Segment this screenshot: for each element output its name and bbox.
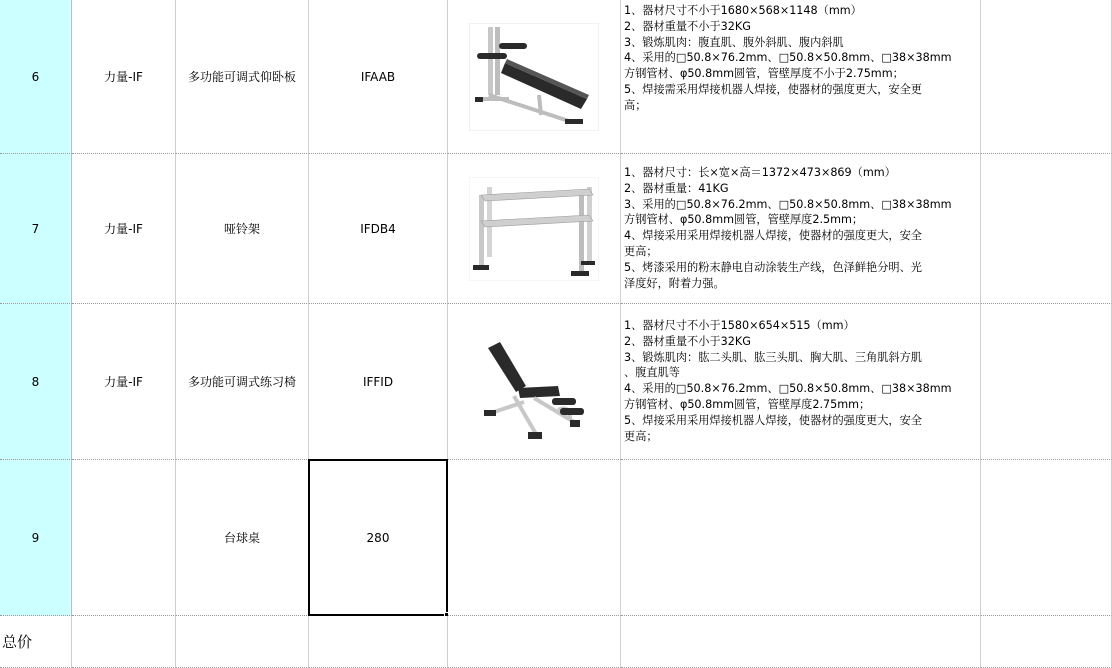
cell-name[interactable]	[176, 154, 309, 304]
row-number: 8	[31, 374, 40, 389]
cell-image[interactable]	[448, 0, 621, 154]
name-text: 多功能可调式仰卧板	[187, 70, 296, 84]
cell-extra[interactable]	[981, 154, 1112, 304]
row-header-8[interactable]	[0, 304, 72, 460]
cell-image[interactable]	[448, 460, 621, 616]
category-text: 力量-IF	[104, 70, 143, 84]
model-text: IFAAB	[360, 69, 396, 84]
row-header-9[interactable]	[0, 460, 72, 616]
row-header-7[interactable]	[0, 154, 72, 304]
row-number: 9	[31, 530, 40, 545]
cell-blank[interactable]	[981, 616, 1112, 668]
cell-model[interactable]	[309, 154, 448, 304]
description-text: 1、器材尺寸不小于1680×568×1148（mm） 2、器材重量不小于32KG 3、锻炼肌肉：腹直肌、腹外斜肌、腹内斜肌 4、采用的□50.8×76.2mm、□50.8×50.8mm、□38×38mm 方钢管材、φ50.8mm圆管，管壁厚度不小于2.75mm； 5、焊接需采用焊接机器人焊接，使器材的强度更大，安全更 高；	[624, 4, 952, 112]
model-text: IFDB4	[360, 221, 396, 236]
cell-category[interactable]	[72, 154, 176, 304]
cell-name[interactable]	[176, 460, 309, 616]
cell-model[interactable]	[309, 0, 448, 154]
model-text: IFFID	[362, 374, 394, 389]
row-number: 7	[31, 221, 40, 236]
cell-blank[interactable]	[72, 616, 176, 668]
cell-model-selected[interactable]	[308, 459, 448, 616]
cell-description[interactable]	[621, 154, 981, 304]
total-price-label: 总价	[2, 633, 33, 651]
description-text: 1、器材尺寸：长×宽×高＝1372×473×869（mm） 2、器材重量：41KG 3、采用的□50.8×76.2mm、□50.8×50.8mm、□38×38mm 方钢管材、φ50.8mm圆管，管壁厚度2.5mm； 4、焊接采用采用焊接机器人焊接，使器材的强度更大，安全 更高； 5、烤漆采用的粉末静电自动涂装生产线，色泽鲜艳分明、光 泽度好，附着力强。	[624, 166, 952, 290]
cell-description[interactable]	[621, 460, 981, 616]
cell-category[interactable]	[72, 0, 176, 154]
cell-image[interactable]	[448, 304, 621, 460]
description-text: 1、器材尺寸不小于1580×654×515（mm） 2、器材重量不小于32KG 3、锻炼肌肉：肱二头肌、肱三头肌、胸大肌、三角肌斜方肌 、腹直肌等 4、采用的□50.8×76.2mm、□50.8×50.8mm、□38×38mm 方钢管材、φ50.8mm圆管，管壁厚度2.75mm； 5、焊接采用采用焊接机器人焊接，使器材的强度更大，安全 更高；	[624, 319, 952, 443]
dumbbell-rack-image	[469, 177, 599, 281]
cell-blank[interactable]	[176, 616, 309, 668]
cell-blank[interactable]	[448, 616, 621, 668]
cell-image[interactable]	[448, 154, 621, 304]
cell-category[interactable]	[72, 460, 176, 616]
category-text: 力量-IF	[104, 222, 143, 236]
cell-model[interactable]	[309, 304, 448, 460]
cell-extra[interactable]	[981, 0, 1112, 154]
adjustable-decline-bench-image	[469, 23, 599, 131]
cell-category[interactable]	[72, 304, 176, 460]
cell-extra[interactable]	[981, 304, 1112, 460]
cell-description[interactable]	[621, 0, 981, 154]
row-header-6[interactable]	[0, 0, 72, 154]
cell-description[interactable]	[621, 304, 981, 460]
cell-name[interactable]	[176, 0, 309, 154]
cell-name[interactable]	[176, 304, 309, 460]
category-text: 力量-IF	[104, 375, 143, 389]
name-text: 多功能可调式练习椅	[187, 375, 296, 389]
cell-extra[interactable]	[981, 460, 1112, 616]
total-price-label-cell[interactable]	[0, 616, 72, 668]
adjustable-utility-bench-image	[474, 322, 594, 442]
model-text: 280	[366, 530, 390, 545]
row-number: 6	[31, 69, 40, 84]
name-text: 台球桌	[223, 531, 260, 545]
cell-blank[interactable]	[621, 616, 981, 668]
cell-blank[interactable]	[309, 616, 448, 668]
name-text: 哑铃架	[223, 222, 260, 236]
